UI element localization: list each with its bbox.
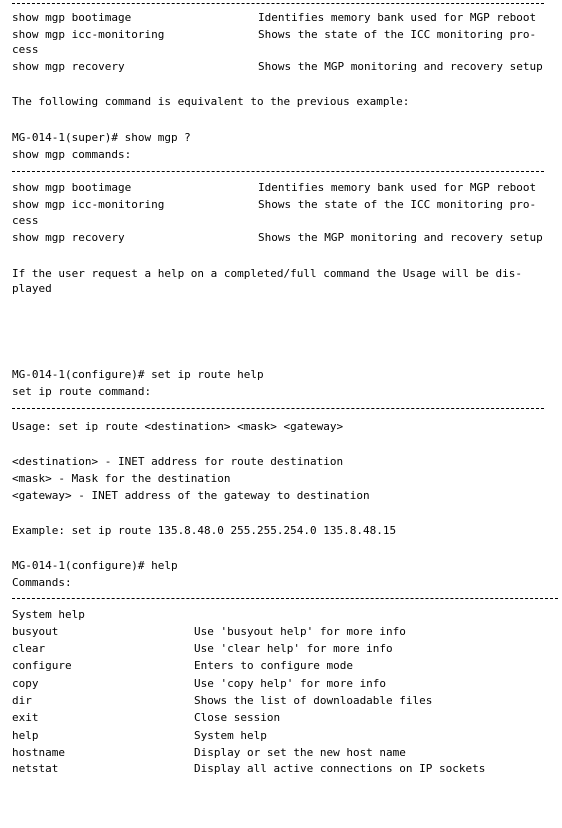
command-description: Identifies memory bank used for MGP reboot <box>258 11 537 24</box>
separator <box>12 171 544 172</box>
prompt-help: MG-014-1(configure)# help <box>12 559 178 572</box>
command-name: show mgp bootimage <box>12 11 132 24</box>
command-name: dir <box>12 694 32 707</box>
command-description: Display all active connections on IP sockets <box>194 762 486 775</box>
command-name: exit <box>12 711 39 724</box>
command-name: show mgp bootimage <box>12 181 132 194</box>
separator <box>12 408 544 409</box>
command-description: Close session <box>194 711 281 724</box>
table-row <box>12 760 560 777</box>
help-note-line-1: If the user request a help on a completed/full command the Usage will be dis- <box>12 267 522 280</box>
command-name: show mgp icc-monitoring <box>12 198 165 211</box>
command-description: Enters to configure mode <box>194 659 353 672</box>
equivalent-text: The following command is equivalent to the previous example: <box>12 95 410 108</box>
command-description: Identifies memory bank used for MGP reboot <box>258 181 537 194</box>
table-row <box>12 709 560 726</box>
command-description: Use 'copy help' for more info <box>194 677 387 690</box>
prompt-show-mgp: MG-014-1(super)# show mgp ? <box>12 131 191 144</box>
table-row <box>12 212 560 229</box>
command-name: hostname <box>12 746 65 759</box>
table-row <box>12 640 560 657</box>
system-help-label: System help <box>12 608 85 621</box>
table-row <box>12 229 560 246</box>
command-name: show mgp icc-monitoring <box>12 28 165 41</box>
command-name: help <box>12 729 39 742</box>
command-name: copy <box>12 677 39 690</box>
table-row <box>12 196 560 213</box>
command-name: clear <box>12 642 46 655</box>
command-name: configure <box>12 659 72 672</box>
help-note-line-2: played <box>12 282 52 295</box>
command-description: Shows the MGP monitoring and recovery setup <box>258 60 543 73</box>
table-row <box>12 675 560 692</box>
command-name: netstat <box>12 762 59 775</box>
table-row <box>12 623 560 640</box>
prompt-ip-route: MG-014-1(configure)# set ip route help <box>12 368 264 381</box>
command-description: Shows the MGP monitoring and recovery setup <box>258 231 543 244</box>
param-mask: <mask> - Mask for the destination <box>12 472 231 485</box>
show-mgp-commands-label: show mgp commands: <box>12 148 132 161</box>
usage-line: Usage: set ip route <destination> <mask> <gateway> <box>12 420 344 433</box>
table-row <box>12 41 560 58</box>
table-row <box>12 657 560 674</box>
command-description: Use 'clear help' for more info <box>194 642 393 655</box>
param-gateway: <gateway> - INET address of the gateway to destination <box>12 489 370 502</box>
table-row <box>12 744 560 761</box>
command-description: Shows the state of the ICC monitoring pro- <box>258 198 537 211</box>
command-description: System help <box>194 729 267 742</box>
command-description-wrap: cess <box>12 43 39 56</box>
separator-top <box>12 3 544 4</box>
command-name: show mgp recovery <box>12 60 125 73</box>
command-description: Use 'busyout help' for more info <box>194 625 406 638</box>
table-row <box>12 9 560 26</box>
separator <box>12 598 558 599</box>
command-description-wrap: cess <box>12 214 39 227</box>
command-name: busyout <box>12 625 59 638</box>
table-row <box>12 179 560 196</box>
command-description: Shows the state of the ICC monitoring pro- <box>258 28 537 41</box>
command-description: Shows the list of downloadable files <box>194 694 433 707</box>
ip-route-command-label: set ip route command: <box>12 385 152 398</box>
table-row <box>12 692 560 709</box>
table-row <box>12 58 560 75</box>
command-description: Display or set the new host name <box>194 746 406 759</box>
param-destination: <destination> - INET address for route destination <box>12 455 344 468</box>
command-name: show mgp recovery <box>12 231 125 244</box>
example-line: Example: set ip route 135.8.48.0 255.255.254.0 135.8.48.15 <box>12 524 397 537</box>
commands-label: Commands: <box>12 576 72 589</box>
table-row <box>12 727 560 744</box>
